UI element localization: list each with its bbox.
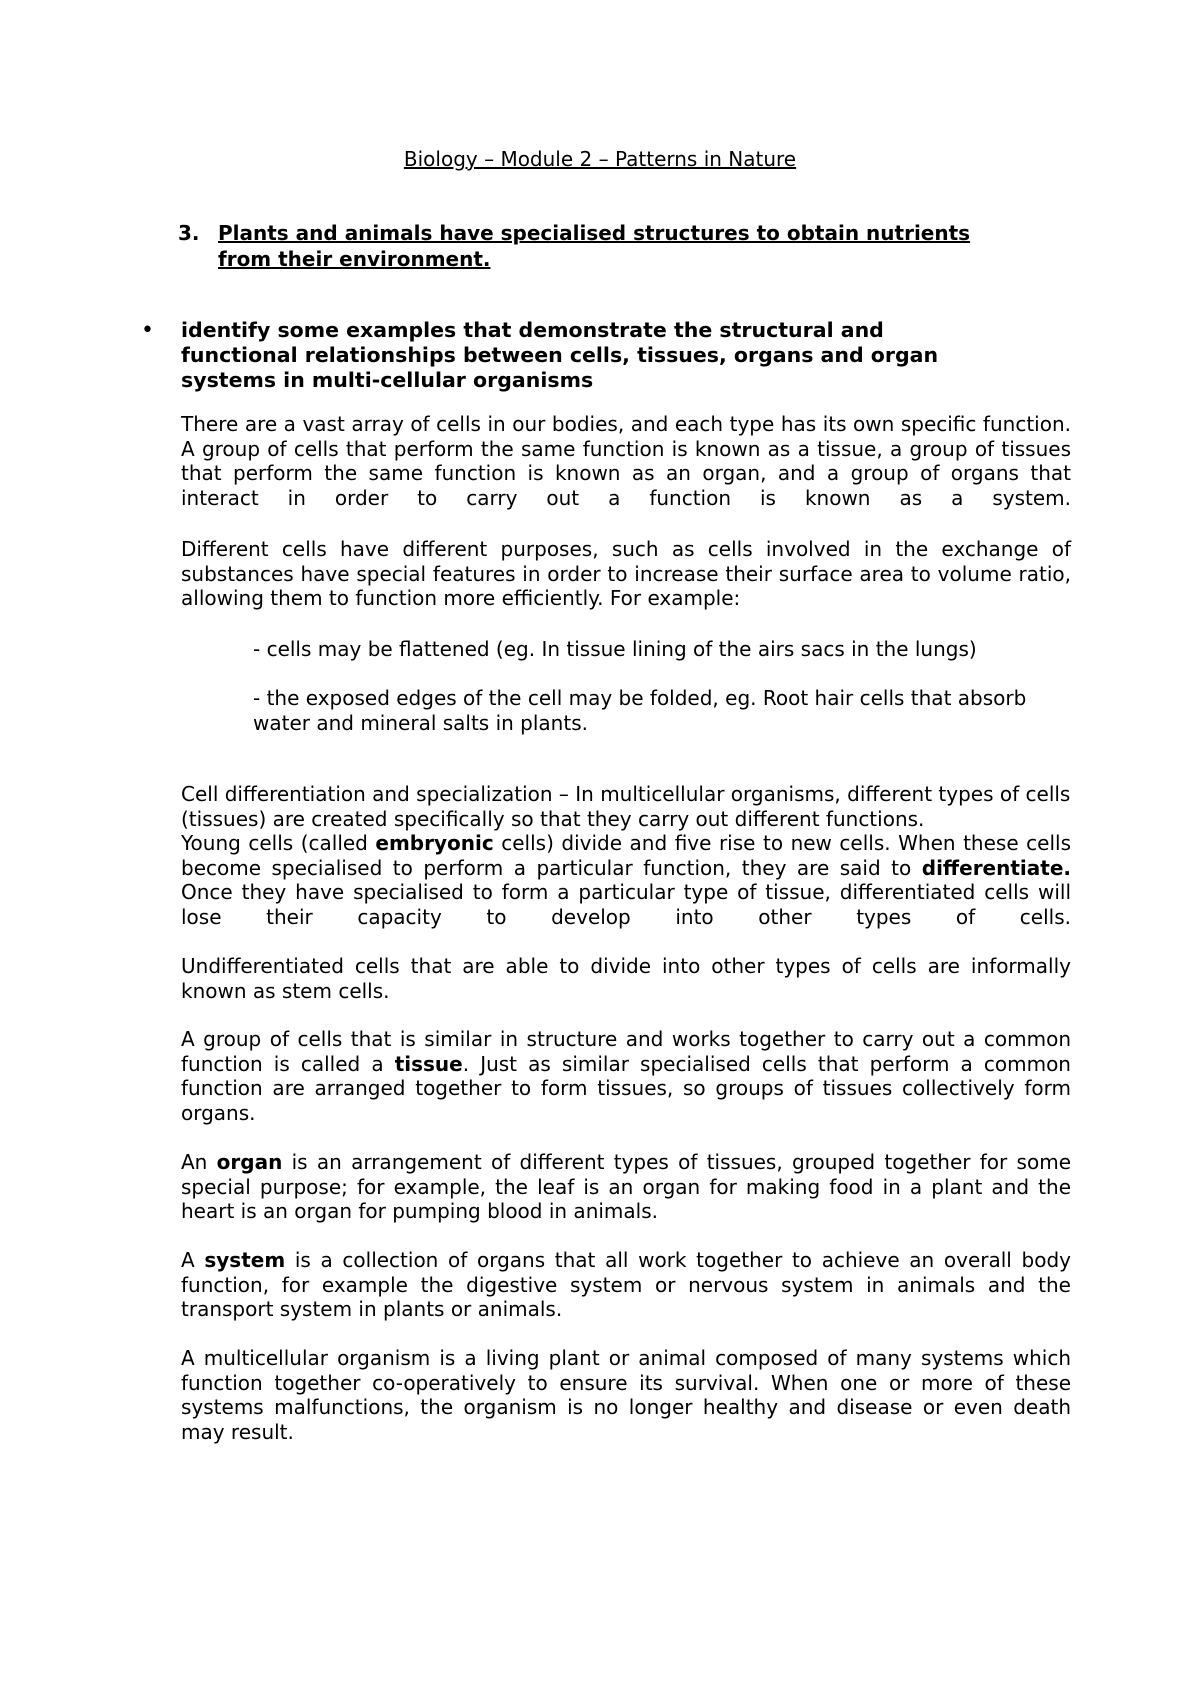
document-title: Biology – Module 2 – Patterns in Nature [403, 147, 797, 171]
organ-text-2: is an arrangement of different types of tissues, grouped together for some special purpose; for example, the leaf is an organ for making food in a plant and the heart is an organ for pumping blood in animals. [181, 1150, 1072, 1224]
tissue-text-1: A group of cells that is similar in structure and works together to carry out a common function is called a [181, 1027, 1071, 1076]
system-text-1: A [181, 1248, 205, 1272]
bullet-point: identify some examples that demonstrate the structural and functional relationships between cells, tissues, organs and organ systems in multi-cellular organisms [181, 318, 939, 392]
section-heading [178, 220, 978, 272]
term-system: system [204, 1248, 286, 1272]
paragraph-cell-purposes: Different cells have different purposes, such as cells involved in the exchange of substances have special features in order to increase their surface area to volume ratio, allowing them to function more efficiently. For example: [181, 537, 1071, 611]
differentiation-text-3: Once they have specialised to form a particular type of tissue, differentiated cells will lose their capacity to develop into other types of cells. [181, 880, 1071, 929]
paragraph-differentiation-intro: Cell differentiation and specialization – In multicellular organisms, different types of cells (tissues) are created specifically so that they carry out different functions. [181, 782, 1071, 831]
paragraph-multicellular-organism: A multicellular organism is a living plant or animal composed of many systems which function together co-operatively to ensure its survival. When one or more of these systems malfunctions, the organism is no longer healthy and disease or even death may result. [181, 1346, 1071, 1444]
term-embryonic: embryonic [375, 831, 494, 855]
tissue-text-2: . Just as similar specialised cells that perform a common function are arranged together to form tissues, so groups of tissues collectively form organs. [181, 1051, 1071, 1125]
system-text-2: is a collection of organs that all work together to achieve an overall body function, for example the digestive system or nervous system in animals and the transport system in plants or animals. [181, 1248, 1071, 1322]
list-item-flattened: - cells may be flattened (eg. In tissue lining of the airs sacs in the lungs) [253, 637, 977, 661]
paragraph-system [181, 1248, 1071, 1322]
paragraph-organ [181, 1150, 1071, 1224]
differentiation-text-1: Young cells (called [181, 831, 376, 855]
paragraph-tissue [181, 1027, 1071, 1125]
organ-text-1: An [181, 1150, 217, 1174]
term-organ: organ [216, 1150, 283, 1174]
section-heading-text: Plants and animals have specialised structures to obtain nutrients from their environment. [218, 221, 971, 271]
term-tissue: tissue [394, 1051, 463, 1076]
paragraph-cells-overview: There are a vast array of cells in our bodies, and each type has its own specific function. A group of cells that perform the same function is known as a tissue, a group of tissues that perform the same function is known as an organ, and a group of organs that interact in order to carry out a function is known as a system. [181, 412, 1071, 510]
term-differentiate: differentiate. [921, 855, 1071, 880]
paragraph-stem-cells: Undifferentiated cells that are able to divide into other types of cells are informally known as stem cells. [181, 954, 1071, 1003]
differentiation-text-2: cells) divide and five rise to new cells. When these cells become specialised to perform a particular function, they are said to [181, 831, 1071, 880]
bullet-icon: • [141, 318, 154, 343]
list-item-folded: - the exposed edges of the cell may be folded, eg. Root hair cells that absorb water and mineral salts in plants. [253, 686, 1027, 735]
section-number: 3. [178, 221, 200, 245]
paragraph-differentiation [181, 831, 1071, 929]
